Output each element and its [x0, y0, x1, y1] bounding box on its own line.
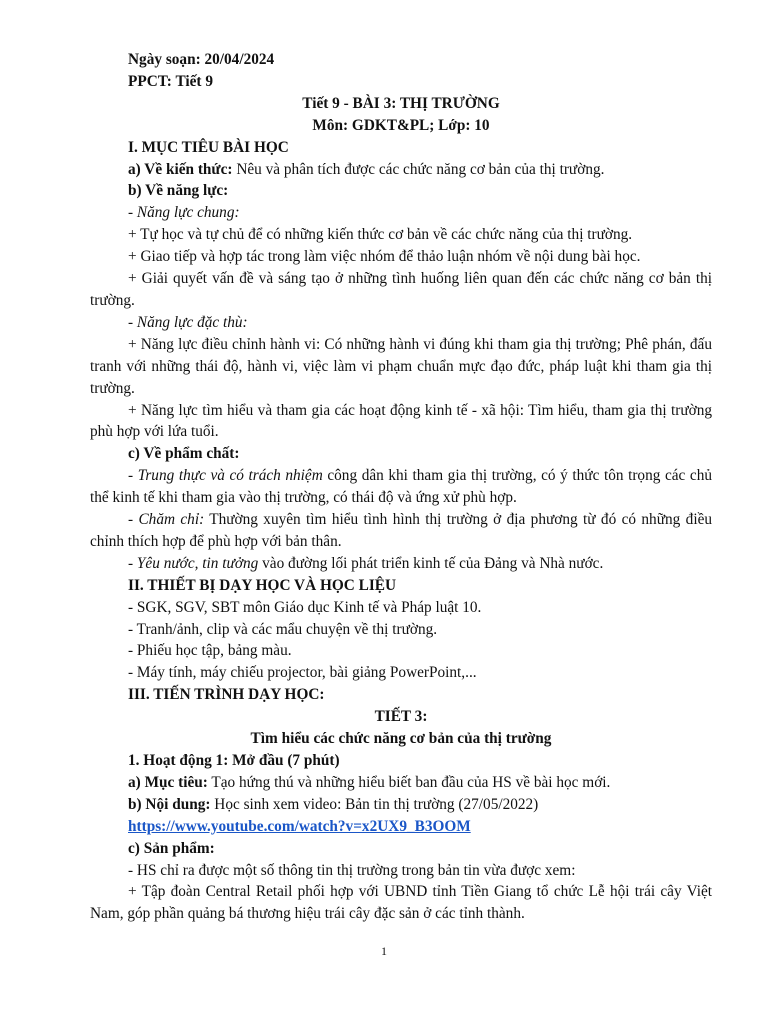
objective-label: a) Mục tiêu: — [128, 773, 208, 791]
knowledge-label: a) Về kiến thức: — [128, 160, 233, 178]
section-3-heading: III. TIẾN TRÌNH DẠY HỌC: — [128, 686, 325, 704]
quality-italic: Yêu nước, tin tưởng — [136, 554, 259, 572]
quality-italic: Chăm chỉ: — [138, 511, 205, 529]
specific-competency-item: + Năng lực tìm hiểu và tham gia các hoạt động kinh tế - xã hội: Tìm hiểu, tham gia thị trường phù hợp với lứa tuổi. — [90, 401, 712, 441]
activity-heading: 1. Hoạt động 1: Mở đầu (7 phút) — [128, 752, 340, 769]
equipment-item: - Phiếu học tập, bảng màu. — [128, 642, 292, 660]
competency-label: b) Về năng lực: — [128, 182, 229, 200]
video-link-line — [90, 816, 712, 838]
quality-item — [90, 553, 712, 575]
product-item: - HS chỉ ra được một số thông tin thị trường trong bản tin vừa được xem: — [128, 861, 576, 879]
qualities-label: c) Về phẩm chất: — [128, 445, 240, 463]
quality-item — [90, 509, 712, 553]
content-label: b) Nội dung: — [128, 795, 211, 813]
general-competency-item: + Tự học và tự chủ để có những kiến thức cơ bản về các chức năng của thị trường. — [128, 226, 633, 244]
quality-prefix: - — [128, 467, 138, 485]
activity-content — [90, 794, 712, 816]
general-competency-item: + Giao tiếp và hợp tác trong làm việc nhóm để thảo luận nhóm về nội dung bài học. — [128, 248, 641, 266]
knowledge-objective — [90, 159, 712, 181]
quality-italic: Trung thực và có trách nhiệm — [137, 467, 323, 485]
lesson-title: Tiết 9 - BÀI 3: THỊ TRƯỜNG — [302, 94, 500, 112]
date-label: Ngày soạn: 20/04/2024 — [128, 51, 275, 68]
ppct-label: PPCT: Tiết 9 — [128, 72, 213, 90]
subject-line: Môn: GDKT&PL; Lớp: 10 — [312, 116, 490, 134]
product-label: c) Sản phẩm: — [128, 839, 215, 857]
specific-competency-label: - Năng lực đặc thù: — [128, 313, 248, 331]
specific-competency-item: + Năng lực điều chỉnh hành vi: Có những hành vi đúng khi tham gia thị trường; Phê phán, đấu tranh với những thái độ, hành vi, việc làm vi phạm chuẩn mực đạo đức, pháp luật khi tham gia thị trường. — [90, 335, 712, 397]
quality-item — [90, 465, 712, 509]
activity-objective — [90, 772, 712, 794]
content-text: Học sinh xem video: Bản tin thị trường (27/05/2022) — [210, 795, 539, 813]
quality-prefix: - — [128, 554, 137, 572]
section-2-heading: II. THIẾT BỊ DẠY HỌC VÀ HỌC LIỆU — [128, 576, 397, 594]
quality-text: vào đường lối phát triển kinh tế của Đảng và Nhà nước. — [258, 554, 604, 572]
quality-text: Thường xuyên tìm hiểu tình hình thị trường ở địa phương từ đó có những điều chỉnh thích hợp để phù hợp với bản thân. — [90, 511, 713, 550]
knowledge-text: Nêu và phân tích được các chức năng cơ bản của thị trường. — [232, 160, 605, 178]
general-competency-label: - Năng lực chung: — [128, 204, 240, 222]
document-page — [90, 49, 712, 925]
tiet-title: Tìm hiểu các chức năng cơ bản của thị trường — [250, 730, 552, 748]
quality-prefix: - — [128, 511, 139, 529]
equipment-item: - SGK, SGV, SBT môn Giáo dục Kinh tế và Pháp luật 10. — [128, 598, 482, 616]
video-link[interactable]: https://www.youtube.com/watch?v=x2UX9_B3OOM — [128, 817, 471, 835]
page-number: 1 — [381, 944, 387, 958]
objective-text: Tạo hứng thú và những hiểu biết ban đầu của HS về bài học mới. — [207, 773, 611, 791]
equipment-item: - Tranh/ảnh, clip và các mẩu chuyện về thị trường. — [128, 620, 438, 638]
product-item: + Tập đoàn Central Retail phối hợp với UBND tỉnh Tiền Giang tổ chức Lễ hội trái cây Việt Nam, góp phần quảng bá thương hiệu trái cây đặc sản ở các tỉnh thành. — [90, 883, 712, 923]
tiet-label: TIẾT 3: — [374, 708, 428, 726]
equipment-item: - Máy tính, máy chiếu projector, bài giảng PowerPoint,... — [128, 664, 477, 682]
quality-text: công dân khi tham gia thị trường, có ý thức tôn trọng các chủ thể kinh tế khi tham gia vào thị trường, có thái độ và ứng xử phù hợp. — [90, 467, 713, 507]
general-competency-item: + Giải quyết vấn đề và sáng tạo ở những tình huống liên quan đến các chức năng cơ bản thị trường. — [90, 270, 712, 309]
section-1-heading: I. MỤC TIÊU BÀI HỌC — [128, 138, 289, 156]
